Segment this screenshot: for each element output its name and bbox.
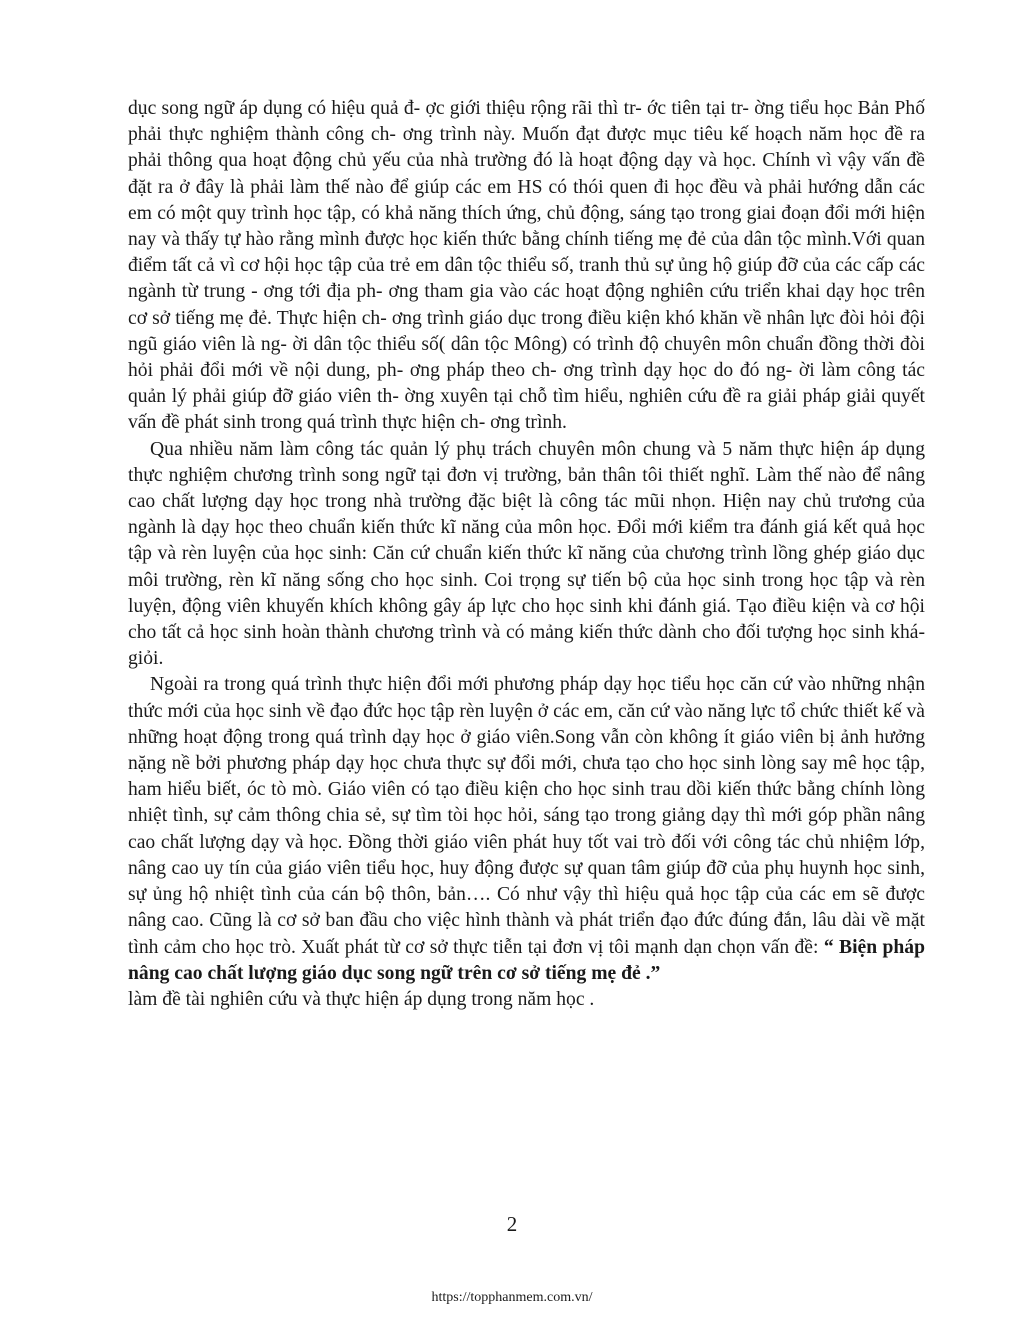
document-body bbox=[128, 96, 925, 1013]
page-number: 2 bbox=[506, 1212, 518, 1236]
paragraph-3-text: Ngoài ra trong quá trình thực hiện đổi mới phương pháp dạy học tiểu học căn cứ vào những nhận thức mới của học sinh về đạo đức học tập rèn luyện ở các em, căn cứ vào năng lực tổ chức thiết kế và những hoạt động trong quá trình dạy học ở giáo viên.Song vẫn còn không ít giáo viên bị ảnh hưởng nặng nề bởi phương pháp dạy học chưa thực sự đổi mới, chưa tạo cho học sinh lòng say mê học tập, ham hiểu biết, óc tò mò. Giáo viên có tạo điều kiện cho học sinh trau dồi kiến thức bằng chính lòng nhiệt tình, sự cảm thông chia sẻ, sự tìm tòi học hỏi, sáng tạo trong giảng dạy thì mới góp phần nâng cao chất lượng dạy và học. Đồng thời giáo viên phát huy tốt vai trò đối với công tác chủ nhiệm lớp, nâng cao uy tín của giáo viên tiểu học, huy động được sự quan tâm giúp đỡ của phụ huynh học sinh, sự ủng hộ nhiệt tình của cán bộ thôn, bản…. Có như vậy thì hiệu quả học tập của các em sẽ được nâng cao. Cũng là cơ sở ban đầu cho việc hình thành và phát triển đạo đức đúng đắn, lâu dài về mặt tình cảm cho học trò. Xuất phát từ cơ sở thực tiễn tại đơn vị tôi mạnh dạn chọn vấn đề: bbox=[128, 674, 925, 958]
paragraph-2: Qua nhiều năm làm công tác quản lý phụ trách chuyên môn chung và 5 năm thực hiện áp dụng thực nghiệm chương trình song ngữ tại đơn vị trường, bản thân tôi thiết nghĩ. Làm thế nào để nâng cao chất lượng dạy học trong nhà trường đặc biệt là công tác mũi nhọn. Hiện nay chủ trương của ngành là dạy học theo chuẩn kiến thức kĩ năng của môn học. Đổi mới kiểm tra đánh giá kết quả học tập và rèn luyện của học sinh: Căn cứ chuẩn kiến thức kĩ năng của chương trình lồng ghép giáo dục môi trường, rèn kĩ năng sống cho học sinh. Coi trọng sự tiến bộ của học sinh trong học tập và rèn luyện, động viên khuyến khích không gây áp lực cho học sinh khi đánh giá. Tạo điều kiện và cơ hội cho tất cả học sinh hoàn thành chương trình và có mảng kiến thức dành cho đối tượng học sinh khá- giỏi. bbox=[128, 438, 925, 670]
paragraph-3-end: làm đề tài nghiên cứu và thực hiện áp dụng trong năm học . bbox=[128, 988, 595, 1010]
footer-url[interactable]: https://topphanmem.com.vn/ bbox=[431, 1290, 593, 1305]
paragraph-3 bbox=[128, 672, 925, 1013]
topic-title: “ Biện pháp nâng cao chất lượng giáo dục song ngữ trên cơ sở tiếng mẹ đẻ .” bbox=[128, 936, 925, 984]
paragraph-1: dục song ngữ áp dụng có hiệu quả đ- ợc giới thiệu rộng rãi thì tr- ớc tiên tại tr- ờng tiểu học Bản Phố phải thực nghiệm thành công ch- ơng trình này. Muốn đạt được mục tiêu kế hoạch năm học đề ra phải thông qua hoạt động chủ yếu của nhà trường đó là hoạt động dạy và học. Chính vì vậy vấn đề đặt ra ở đây là phải làm thế nào để giúp các em HS có thói quen đi học đều và phải hướng dẫn các em có một quy trình học tập, có khả năng thích ứng, chủ động, sáng tạo trong giai đoạn đổi mới hiện nay và thấy tự hào rằng mình được học kiến thức bằng chính tiếng mẹ đẻ của dân tộc mình.Với quan điểm tất cả vì cơ hội học tập của trẻ em dân tộc thiểu số, tranh thủ sự ủng hộ giúp đỡ của các cấp các ngành từ trung - ơng tới địa ph- ơng tham gia vào các hoạt động nghiên cứu triển khai dạy học trên cơ sở tiếng mẹ đẻ. Thực hiện ch- ơng trình giáo dục trong điều kiện khó khăn về nhân lực đòi hỏi đội ngũ giáo viên là ng- ời dân tộc thiểu số( dân tộc Mông) có trình độ chuyên môn chuẩn đồng thời đòi hỏi phải đổi mới về nội dung, ph- ơng pháp theo ch- ơng trình dạy học do đó ng- ời làm công tác quản lý phải giúp đỡ giáo viên th- ờng xuyên tại chỗ tìm hiểu, nghiên cứu đề ra giải pháp giải quyết vấn đề phát sinh trong quá trình thực hiện ch- ơng trình. bbox=[128, 98, 925, 434]
